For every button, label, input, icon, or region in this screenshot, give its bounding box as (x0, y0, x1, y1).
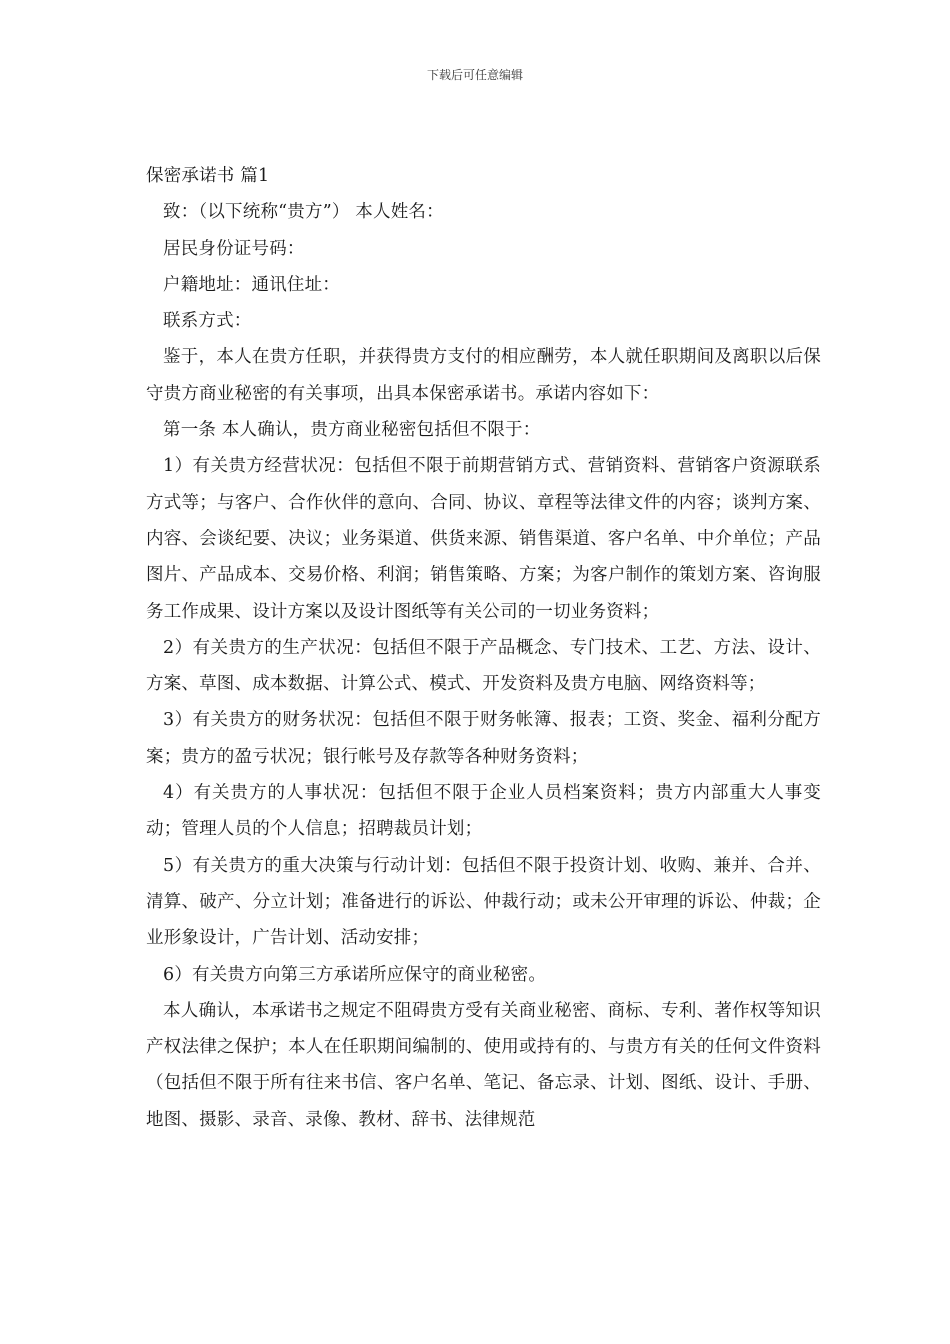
paragraph-addressee: 致：（以下统称“贵方”） 本人姓名： (163, 202, 444, 223)
paragraph-item-1: 1）有关贵方经营状况：包括但不限于前期营销方式、营销资料、营销客户资源联系方式等；与客户、合作伙伴的意向、合同、协议、章程等法律文件的内容；谈判方案、内容、会谈纪要、决议；业务渠道、供货来源、销售渠道、客户名单、中介单位；产品图片、产品成本、交易价格、利润；销售策略、方案；为客户制作的策划方案、咨询服务工作成果、设计方案以及设计图纸等有关公司的一切业务资料； (146, 456, 821, 622)
document-body (146, 158, 821, 1138)
paragraph-item-6: 6）有关贵方向第三方承诺所应保守的商业秘密。 (163, 964, 547, 985)
paragraph-article-1: 第一条 本人确认，贵方商业秘密包括但不限于： (163, 420, 541, 441)
paragraph-whereas: 鉴于，本人在贵方任职，并获得贵方支付的相应酬劳，本人就任职期间及离职以后保守贵方商业秘密的有关事项，出具本保密承诺书。承诺内容如下： (146, 347, 821, 404)
paragraph-id-number: 居民身份证号码： (163, 238, 305, 259)
paragraph-item-5: 5）有关贵方的重大决策与行动计划：包括但不限于投资计划、收购、兼并、合并、清算、破产、分立计划；准备进行的诉讼、仲裁行动；或未公开审理的诉讼、仲裁；企业形象设计，广告计划、活动安排； (146, 855, 821, 949)
paragraph-item-4: 4）有关贵方的人事状况：包括但不限于企业人员档案资料；贵方内部重大人事变动；管理人员的个人信息；招聘裁员计划； (146, 783, 821, 840)
document-title: 保密承诺书 篇1 (146, 166, 270, 186)
paragraph-contact: 联系方式： (163, 311, 252, 332)
paragraph-item-2: 2）有关贵方的生产状况：包括但不限于产品概念、专门技术、工艺、方法、设计、方案、草图、成本数据、计算公式、模式、开发资料及贵方电脑、网络资料等； (146, 637, 821, 695)
header-note: 下载后可任意编辑 (426, 68, 523, 82)
paragraph-item-3: 3）有关贵方的财务状况：包括但不限于财务帐簿、报表；工资、奖金、福利分配方案；贵方的盈亏状况；银行帐号及存款等各种财务资料； (146, 710, 821, 767)
paragraph-address: 户籍地址：通讯住址： (163, 274, 340, 295)
paragraph-confirmation: 本人确认，本承诺书之规定不阻碍贵方受有关商业秘密、商标、专利、著作权等知识产权法律之保护；本人在任职期间编制的、使用或持有的、与贵方有关的任何文件资料（包括但不限于所有往来书信、客户名单、笔记、备忘录、计划、图纸、设计、手册、地图、摄影、录音、录像、教材、辞书、法律规范 (146, 1000, 821, 1130)
